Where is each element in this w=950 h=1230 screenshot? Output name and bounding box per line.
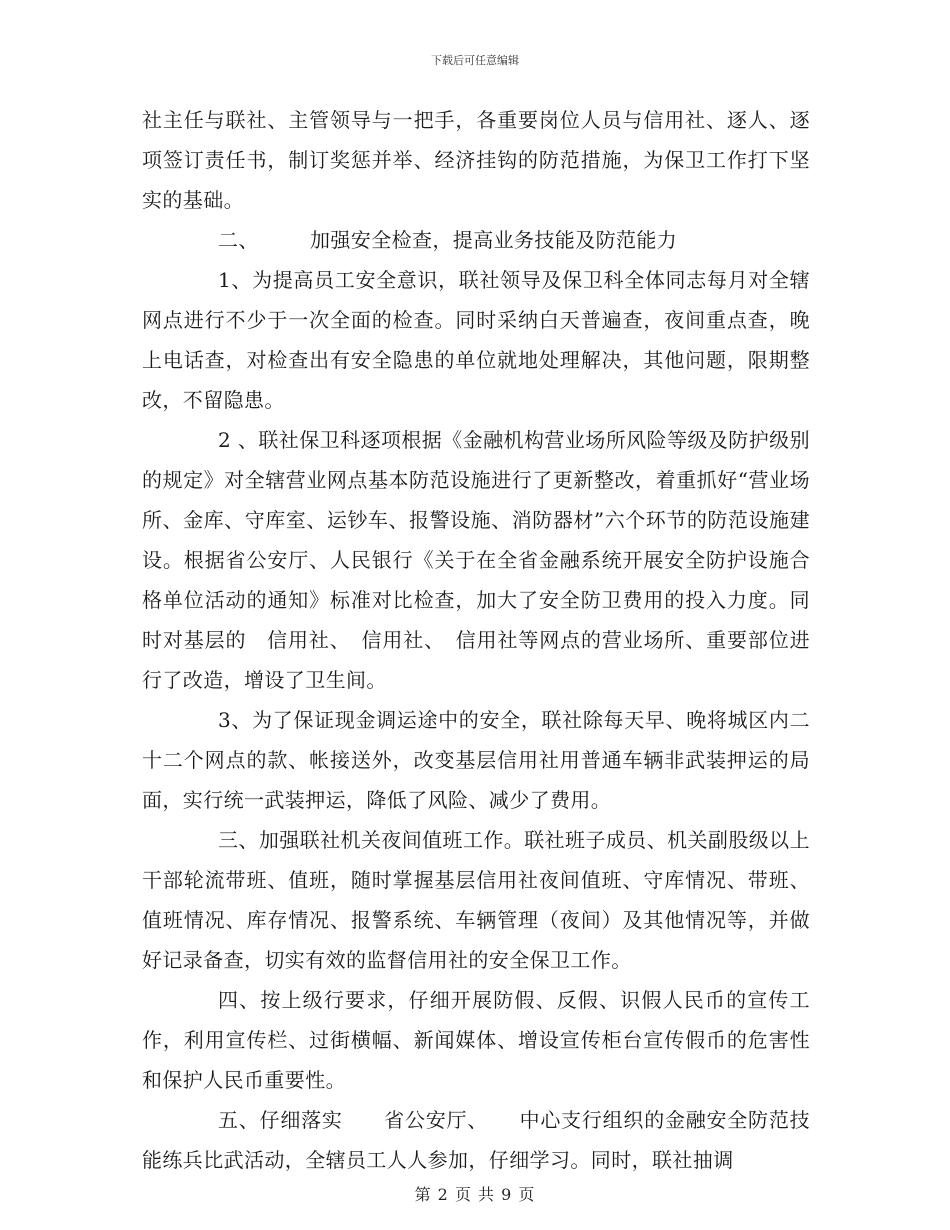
section-heading-2: 二、 加强安全检查，提高业务技能及防范能力 bbox=[218, 228, 678, 252]
paragraph-section-5: 五、仔细落实 省公安厅、 中心支行组织的金融安全防范技能练兵比武活动，全辖员工人人参加，仔细学习。同时，联社抽调 bbox=[142, 1108, 810, 1172]
paragraph-section-3: 三、加强联社机关夜间值班工作。联社班子成员、机关副股级以上干部轮流带班、值班，随时掌握基层信用社夜间值班、守库情况、带班、值班情况、库存情况、报警系统、车辆管理（夜间）及其他情况等，并做好记录备查，切实有效的监督信用社的安全保卫工作。 bbox=[142, 828, 810, 972]
document-body bbox=[142, 100, 810, 1180]
paragraph-section-4: 四、按上级行要求，仔细开展防假、反假、识假人民币的宣传工作，利用宣传栏、过街横幅、新闻媒体、增设宣传柜台宣传假币的危害性和保护人民币重要性。 bbox=[142, 988, 810, 1092]
page-number: 第 2 页 共 9 页 bbox=[414, 1185, 536, 1204]
paragraph-item-2: 2 、联社保卫科逐项根据《金融机构营业场所风险等级及防护级别的规定》对全辖营业网点基本防范设施进行了更新整改，着重抓好“营业场所、金库、守库室、运钞车、报警设施、消防器材”六个环节的防范设施建设。根据省公安厅、人民银行《关于在全省金融系统开展安全防护设施合格单位活动的通知》标准对比检查，加大了安全防卫费用的投入力度。同时对基层的 信用社、 信用社、 信用社等网点的营业场所、重要部位进行了改造，增设了卫生间。 bbox=[142, 428, 810, 692]
page-header: 下载后可任意编辑 bbox=[431, 54, 519, 67]
paragraph-item-1: 1、为提高员工安全意识，联社领导及保卫科全体同志每月对全辖网点进行不少于一次全面的检查。同时采纳白天普遍查，夜间重点查，晚上电话查，对检查出有安全隐患的单位就地处理解决，其他问题，限期整改，不留隐患。 bbox=[142, 268, 810, 412]
paragraph-item-3: 3、为了保证现金调运途中的安全，联社除每天早、晚将城区内二十二个网点的款、帐接送外，改变基层信用社用普通车辆非武装押运的局面，实行统一武装押运，降低了风险、减少了费用。 bbox=[142, 708, 810, 812]
paragraph-continuation: 社主任与联社、主管领导与一把手，各重要岗位人员与信用社、逐人、逐项签订责任书，制订奖惩并举、经济挂钩的防范措施，为保卫工作打下坚实的基础。 bbox=[142, 108, 810, 212]
